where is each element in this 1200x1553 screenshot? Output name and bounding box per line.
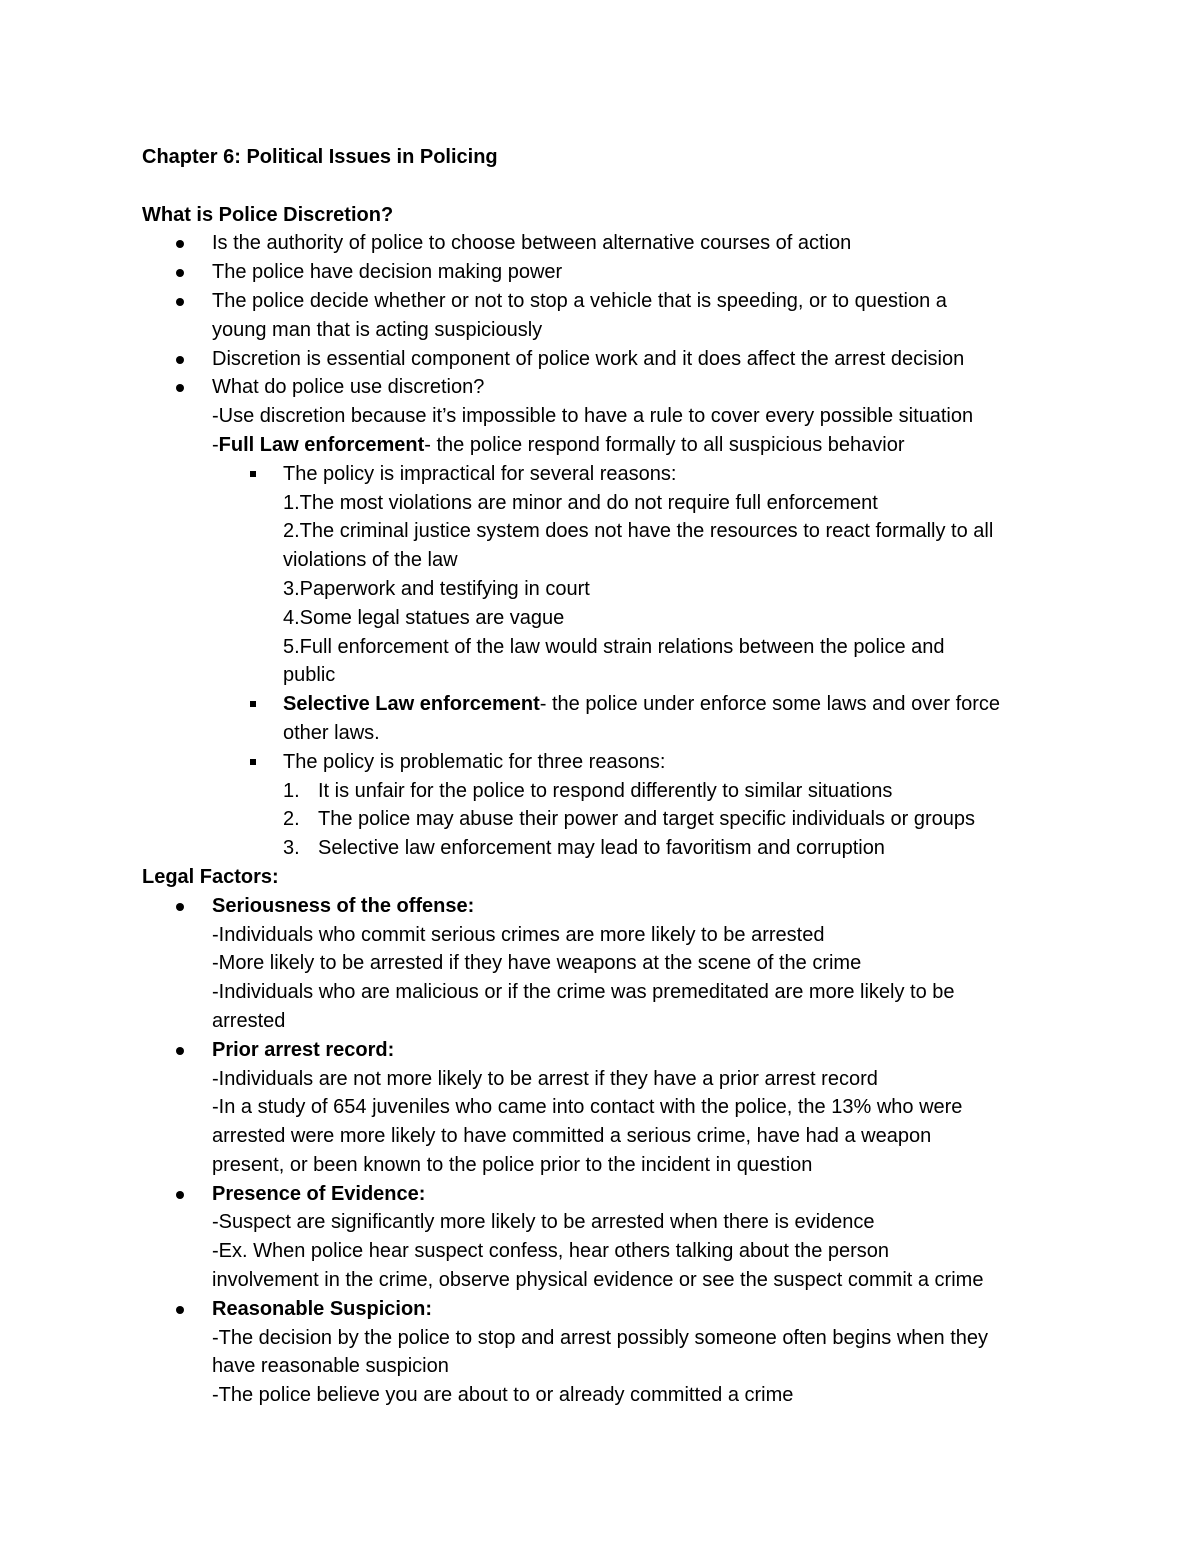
section-heading-discretion: What is Police Discretion? <box>142 203 394 226</box>
list-number: 2. <box>283 808 300 831</box>
bullet-detail: -Use discretion because it’s impossible to have a rule to cover every possible situation <box>212 405 974 428</box>
reason-item: 3.Paperwork and testifying in court <box>283 577 590 600</box>
bullet-continuation: young man that is acting suspiciously <box>212 318 543 341</box>
bullet-dot-icon <box>176 1191 184 1199</box>
bullet-detail: arrested were more likely to have committed a serious crime, have had a weapon <box>212 1125 932 1148</box>
bullet-item: Prior arrest record: <box>142 1036 1072 1065</box>
bullet-detail: -Ex. When police hear suspect confess, hear others talking about the person <box>212 1240 890 1263</box>
bullet-detail: -The decision by the police to stop and arrest possibly someone often begins when they <box>212 1326 989 1349</box>
list-number: 1. <box>283 779 300 802</box>
bullet-detail: -Full Law enforcement- the police respond formally to all suspicious behavior <box>212 433 905 456</box>
sub-bullet-item: The policy is impractical for several reasons: <box>142 460 1072 489</box>
spacer <box>142 172 1072 201</box>
reason-item: 5.Full enforcement of the law would strain relations between the police and <box>283 635 945 658</box>
bullet-dot-icon <box>176 240 184 248</box>
bullet-detail: -The police believe you are about to or already committed a crime <box>212 1384 794 1407</box>
bullet-detail: -More likely to be arrested if they have weapons at the scene of the crime <box>212 952 862 975</box>
reason-item: 1.The most violations are minor and do not require full enforcement <box>283 491 878 514</box>
bullet-detail: present, or been known to the police prior to the incident in question <box>212 1153 813 1176</box>
bullet-detail: -Suspect are significantly more likely to be arrested when there is evidence <box>212 1211 875 1234</box>
bullet-item: Reasonable Suspicion: <box>142 1295 1072 1324</box>
square-bullet-icon <box>250 701 256 707</box>
bullet-dot-icon <box>176 903 184 911</box>
bullet-item: Presence of Evidence: <box>142 1180 1072 1209</box>
list-number: 3. <box>283 837 300 860</box>
bullet-detail: arrested <box>212 1009 286 1032</box>
square-bullet-icon <box>250 759 256 765</box>
sub-bullet-continuation: other laws. <box>283 721 380 744</box>
bullet-dot-icon <box>176 384 184 392</box>
sub-bullet-item: The policy is problematic for three reasons: <box>142 748 1072 777</box>
bullet-item: The police decide whether or not to stop a vehicle that is speeding, or to question a <box>142 287 1072 316</box>
bullet-detail: -In a study of 654 juveniles who came into contact with the police, the 13% who were <box>212 1096 963 1119</box>
bullet-detail: involvement in the crime, observe physical evidence or see the suspect commit a crime <box>212 1269 984 1292</box>
bullet-item: Seriousness of the offense: <box>142 892 1072 921</box>
bullet-dot-icon <box>176 1047 184 1055</box>
numbered-item: 3. Selective law enforcement may lead to favoritism and corruption <box>142 834 1072 863</box>
reason-item: 2.The criminal justice system does not have the resources to react formally to all <box>283 520 994 543</box>
bullet-dot-icon <box>176 356 184 364</box>
bullet-dot-icon <box>176 298 184 306</box>
bullet-dot-icon <box>176 269 184 277</box>
document-page <box>142 143 1072 1410</box>
bullet-item: The police have decision making power <box>142 258 1072 287</box>
bullet-item: Discretion is essential component of police work and it does affect the arrest decision <box>142 345 1072 374</box>
bullet-detail: -Individuals who are malicious or if the crime was premeditated are more likely to be <box>212 981 955 1004</box>
sub-bullet-item: Selective Law enforcement- the police under enforce some laws and over force <box>142 690 1072 719</box>
reason-continuation: public <box>283 664 336 687</box>
numbered-item: 2. The police may abuse their power and target specific individuals or groups <box>142 805 1072 834</box>
bullet-item: Is the authority of police to choose between alternative courses of action <box>142 229 1072 258</box>
square-bullet-icon <box>250 471 256 477</box>
bullet-dot-icon <box>176 1306 184 1314</box>
bullet-detail: -Individuals are not more likely to be arrest if they have a prior arrest record <box>212 1067 878 1090</box>
numbered-item: 1. It is unfair for the police to respond differently to similar situations <box>142 777 1072 806</box>
bullet-item: What do police use discretion? <box>142 373 1072 402</box>
page-title: Chapter 6: Political Issues in Policing <box>142 146 498 168</box>
bullet-detail: have reasonable suspicion <box>212 1355 449 1378</box>
reason-item: 4.Some legal statues are vague <box>283 606 565 629</box>
bullet-detail: -Individuals who commit serious crimes are more likely to be arrested <box>212 923 825 946</box>
reason-continuation: violations of the law <box>283 549 458 572</box>
section-heading-legal-factors: Legal Factors: <box>142 865 279 888</box>
